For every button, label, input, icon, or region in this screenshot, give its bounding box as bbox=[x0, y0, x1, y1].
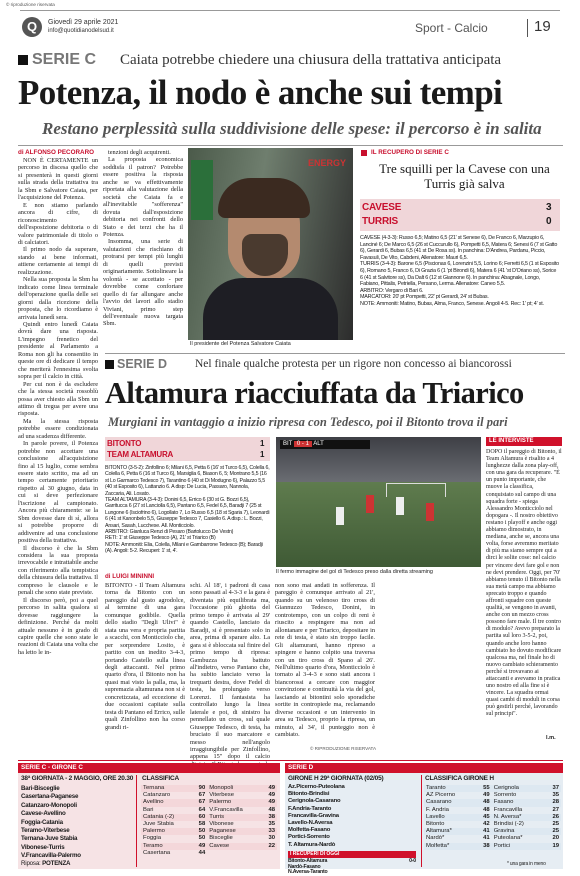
tabellino-line: TEAM ALTAMURA (3-4-3): Donini 6,5, Errico 6 (30 st G. Bozzi 6,5), Garritucca 6 (27 st Lanciolla 6,5), Pantano 6,5, Fedel 6,5, Baradji 7 (25 st Lungone 6 (Isciofrino 6), Logollato 7, Lo Russo 6,5 (18 st Sgaria 7), Leonardi 6 (41 st Kanonbelo 5,5, Giuseppe Tedesco 7, Casiello 6. A disp.: L. Bozzi, Ansari, Sasah, Lucchese. All. Monticciolo. bbox=[105, 497, 270, 529]
rest-label: Riposa: bbox=[21, 860, 41, 867]
team-points: 58 bbox=[198, 821, 206, 828]
team-points: 60 bbox=[192, 814, 207, 821]
serie-d-standfirst: Murgiani in vantaggio a inizio ripresa con Tedesco, poi il Bitonto trova il pari bbox=[108, 415, 508, 429]
serie-d-column-3: non sono mai andati in sofferenza. Il pareggio è comunque arrivato al 21', quando su un velenoso tiro cross di Giannuzzo Tedesco, Donini, in controtempo, con un colpo di reni è riuscito a respingere ma non ad allontanare e per Triarico, depositare in rete di testa, è stato sin troppo facile. Gli altamurani, hanno ripreso a spingere e hanno colpito una traversa con un tiro cross di Spano al 26'. Nell'ultimo quarto d'ora, Monticciolo è tornato al 3-4-3 e sono stati ancora i biancorossi a cercare con maggior convinzione e continuità la via del gol, lasciando ai bitontini solo sporadiche sortite in contropiede ma, reclamando diverse occasioni e un intervento in area su Tedesco, proprio la ripresa, un minuto, al 34', il punteggio non è cambiato. bbox=[275, 582, 375, 739]
kicker-square-icon bbox=[361, 150, 367, 156]
match-item: Bitonto-Brindisi bbox=[288, 791, 330, 798]
away-team: TURRIS bbox=[362, 216, 399, 227]
serie-d-standings bbox=[285, 763, 563, 876]
serie-c-matches bbox=[21, 785, 133, 861]
recupero-box bbox=[360, 149, 560, 349]
match-item: Cerignola-Casarano bbox=[288, 798, 341, 805]
match-item: Molfetta-Fasano bbox=[288, 827, 331, 834]
table-row bbox=[141, 792, 277, 799]
team-points: 25 bbox=[545, 828, 561, 835]
serie-c-table bbox=[141, 785, 277, 857]
serie-d-tabellino bbox=[105, 465, 270, 570]
team-points: 48 bbox=[268, 806, 275, 813]
match-item: Casertana-Paganese bbox=[21, 793, 79, 801]
team-name: Catanzaro bbox=[143, 792, 171, 799]
team-name: Cerignola bbox=[492, 785, 545, 792]
table-row bbox=[424, 835, 561, 842]
match-item: Ternana-Juve Stabia bbox=[21, 835, 78, 843]
match-item: Francavilla-Gravina bbox=[288, 812, 339, 819]
team-points: 33 bbox=[262, 828, 277, 835]
team-points: 44 bbox=[198, 849, 206, 856]
team-name: Juve Stabia bbox=[143, 821, 174, 828]
match-item: Teramo-Viterbese bbox=[21, 827, 70, 835]
interviews-text: DOPO il pareggio di Bitonto, il Team Altamura è risalito a 4 lunghezze dalla zona play-off, con una gara da recuperare. "È un punto importante, che muove la classifica, conquistato sul campo di una squadra forte - spiega Alessandro Monticciolo nel dopogara -. Il nostro obiettivo restano i playoff e anche oggi abbiamo dimostrato, in mediana, anche se, ancora una volta, forse avremmo meritato di più ma siamo sempre qui a dirci le solite cose: nel calcio per vincere devi fare gol e non ne devi prendere. Oggi, per 70' abbiamo tenuto il Bitonto nella sua metà campo ma abbiamo sprecato troppo e quando affronti squadre con queste qualità, se vengono in avanti, anche con un mezzo cross possono fare male. Il tre contro di modulo? Avevo preparato la partita sul loro 3-5-2, poi, quando anche loro hanno cambiato ho dovuto modificare qualcosa ma, nel finale ho di nuovo cambiato schieramento perché si trovavano ai attaccanti e avevamo in pratica uno nostro ed alla fine si è vincere. La squadra ormai quasi cambi di moduli in corsa può gestirli perché, lavorando sul principi". bbox=[486, 449, 562, 718]
team-name: Sorrento bbox=[493, 792, 517, 799]
team-points: 48 bbox=[483, 806, 490, 813]
table-row bbox=[141, 799, 277, 806]
issue-date: Giovedì 29 aprile 2021 bbox=[48, 19, 119, 26]
serie-d-table-header: SERIE D bbox=[288, 764, 314, 771]
team-name: Bisceglie bbox=[209, 835, 233, 842]
home-team: CAVESE bbox=[362, 202, 402, 213]
article-kicker-row bbox=[18, 50, 563, 70]
match-item: Bari-Bisceglie bbox=[21, 785, 60, 792]
team-name: Palermo bbox=[141, 828, 192, 835]
serie-c-title: SERIE C - GIRONE C bbox=[21, 764, 83, 771]
paragraph: Per cui non è da escludere che la stessa società rossoblù possa aver chiesto alla Sbm un attimo di tregua per avere una risposta. bbox=[18, 380, 98, 418]
table-row bbox=[141, 807, 277, 814]
team-name: Puteolana* bbox=[493, 835, 523, 842]
reserved-notice: © RIPRODUZIONE RISERVATA bbox=[310, 746, 377, 751]
recovery-match: Nardò-Fasano bbox=[288, 863, 321, 870]
table-row bbox=[424, 814, 561, 821]
table-row bbox=[141, 835, 277, 842]
section-name: Sport - Calcio bbox=[415, 21, 488, 35]
match-item: Portici-Sorrento bbox=[288, 834, 330, 841]
copyright-notice: © riproduzione riservata bbox=[6, 2, 55, 7]
team-points: 35 bbox=[268, 821, 275, 828]
team-name: Fasano bbox=[492, 799, 545, 806]
match-item: Catanzaro-Monopoli bbox=[21, 801, 77, 809]
team-name: Casertana bbox=[143, 849, 171, 856]
team-name: Taranto bbox=[424, 785, 475, 792]
tabellino-line: MARCATORI: 20' pt Pompetti, 22' pt Gerardi, 24' st Bubas. bbox=[360, 294, 489, 301]
top-bar bbox=[20, 10, 580, 42]
team-points: 67 bbox=[198, 792, 206, 799]
match-item: Cavese-Avellino bbox=[21, 810, 66, 818]
team-points: 35 bbox=[552, 792, 559, 799]
paragraph: Nella sua proposta la Sbm ha indicato come linea terminale dell'operazione quella delle sei giorni dalla ricezione della proposta, che lo ricordiamo è arrivata lunedì sera. bbox=[18, 276, 98, 321]
article-column-2 bbox=[103, 149, 183, 329]
tabellino-line: NOTE: Ammoniti: Matino, Bubas, Alma, Franco, Senese. Angoli 4-5. Rec: 1' pt; 4' st. bbox=[360, 300, 544, 307]
team-name: Foggia bbox=[143, 835, 162, 842]
contact-email: info@quotidianodelsud.it bbox=[48, 28, 114, 34]
overlay-score: 0 - 1 bbox=[294, 441, 312, 447]
team-points: 27 bbox=[552, 806, 559, 813]
team-name bbox=[207, 850, 261, 857]
recovery-match: N.Aversa-Taranto bbox=[288, 869, 328, 876]
team-name: V.Francavilla bbox=[209, 806, 243, 813]
team-name: Ternana bbox=[141, 785, 192, 792]
table-row bbox=[141, 814, 277, 821]
tabellino-line: RETI: 1' st Giuseppe Tedesco (A), 21' st Triarico (B) bbox=[105, 535, 216, 542]
kicker-square-icon bbox=[18, 55, 28, 65]
team-name: Vibonese bbox=[209, 821, 234, 828]
team-name: Avellino bbox=[141, 799, 192, 806]
team-name: AZ Picerno bbox=[426, 792, 456, 799]
team-points: 64 bbox=[198, 806, 206, 813]
team-name: Portici bbox=[492, 843, 545, 850]
team-name: F. Andria bbox=[426, 806, 449, 813]
team-name: N. Aversa* bbox=[492, 814, 545, 821]
interviews-box bbox=[486, 437, 562, 753]
interviews-signature: l.m. bbox=[546, 735, 556, 741]
team-name: Altamura* bbox=[424, 828, 475, 835]
team-points: 45 bbox=[475, 814, 491, 821]
team-points: 38 bbox=[475, 843, 491, 850]
main-headline: Potenza, il nodo è anche sui tempi bbox=[18, 73, 503, 112]
serie-d-overline: Nel finale qualche protesta per un rigore non concesso ai biancorossi bbox=[195, 358, 512, 370]
rest-team: POTENZA bbox=[42, 860, 71, 867]
serie-d-kicker: SERIE D bbox=[117, 357, 168, 371]
team-name: Viterbese bbox=[209, 792, 235, 799]
match-item: Foggia-Catania bbox=[21, 818, 63, 826]
away-team: TEAM ALTAMURA bbox=[107, 450, 174, 459]
tabellino-line: CAVESE (4-3-3): Russo 6,5; Matino 6,5 (21' st Senese 6), De Franco 6, Marzupio 6, Lanciné 6; De Marco 6,5 (26 st Cuccurullo 6), Pompetti 6,5, Matera 6; Senesi 6 (7 st Gatto 6), Gerardi 6, Bubas 6,5 (41 st De Rosa ss). In panchina: D'Andrea, Pardanu, Piccio, Favasuli, De Vito, Cabdeni, Allenatore: Mauri 6,5. bbox=[360, 235, 558, 261]
caiata-photo bbox=[188, 148, 353, 340]
recoveries-list bbox=[288, 859, 416, 876]
team-name: Paganese bbox=[207, 828, 261, 835]
match-item: V.Francavilla-Palermo bbox=[21, 852, 81, 860]
team-points: 20 bbox=[552, 835, 559, 842]
match-item: Az.Picerno-Puteolana bbox=[288, 784, 345, 790]
standfirst: Restano perplessità sulla suddivisione delle spese: il percorso è in salita bbox=[42, 119, 542, 138]
table-row bbox=[141, 821, 277, 828]
team-name: Casarano bbox=[424, 799, 475, 806]
team-points: 49 bbox=[483, 792, 490, 799]
newspaper-logo: Q bbox=[22, 17, 42, 37]
paragraph: Ma la stessa risposta potrebbe essere condizionata ad una scadenza differente. bbox=[18, 417, 98, 440]
tabellino-line: TURRIS (3-4-3): Barone 6,5 (Piscionas 6, Lorenzini 5,5, Lorino 6; Ferretti 6,5 (1 st Esposito 6), Romano 5, Franco 6, Di Grazia 6 (1 'pt Birondi 6), Matera 6 (41 'st D'Oriano ss), Sorice 6 (41 st Salvitore ss), Da Dalt 6 (12 st Giannone 6). In panchina: Abagnale, Longo, Fabiano, Pittalis, Petriella, Persano, Lerma. Allenatore: Caneo 5,5. bbox=[360, 261, 559, 288]
table-row bbox=[424, 799, 561, 806]
home-team: BITONTO bbox=[107, 439, 142, 448]
team-points: 49 bbox=[192, 843, 207, 850]
team-points: 37 bbox=[545, 785, 561, 792]
match-item: Vibonese-Turris bbox=[21, 843, 65, 851]
tabellino-line: NOTE: Ammoniti: Elia, Colella, Milani e Gambarrone Tedesco (B); Baradji (A). Angoli: 5-2. Recuperi: 1' st, 4'. bbox=[105, 541, 263, 555]
table-row bbox=[424, 785, 561, 792]
team-name: Francavilla bbox=[493, 806, 523, 813]
team-name: Bari bbox=[143, 806, 154, 813]
serie-c-standings bbox=[18, 763, 280, 869]
serie-d-footnote: * una gara in meno bbox=[507, 861, 546, 867]
recupero-scoreboard bbox=[360, 199, 560, 231]
team-name: Gravina bbox=[492, 828, 545, 835]
team-name: Cavese bbox=[207, 843, 261, 850]
table-row bbox=[141, 828, 277, 835]
match-photo bbox=[276, 437, 481, 567]
table-row bbox=[424, 792, 561, 799]
team-points: 49 bbox=[262, 799, 277, 806]
team-name: Catania (-2) bbox=[141, 814, 192, 821]
paragraph: NON È CERTAMENTE un percorso in discesa quello che si presenterà in questi giorni sulla strada della trattativa tra la Sbm e Salvatore Caiata, per l'acquisizione del Potenza. bbox=[18, 157, 98, 202]
kicker-square-icon bbox=[105, 360, 114, 369]
team-name: Turris bbox=[207, 814, 261, 821]
team-points: 55 bbox=[475, 785, 491, 792]
match-item: F.Andria-Taranto bbox=[288, 805, 332, 812]
team-points: 90 bbox=[192, 785, 207, 792]
team-points: 19 bbox=[545, 843, 561, 850]
serie-d-round: GIRONE H 29ª GIORNATA (02/05) bbox=[288, 775, 384, 782]
team-name: Molfetta* bbox=[424, 843, 475, 850]
match-item: T. Altamura-Nardò bbox=[288, 841, 336, 848]
paragraph: Insomma, una serie di valutazioni che rischiano di protrarsi per tempi più lunghi di quelli previsti originariamente. Sottolineare la volontà - se accettato - per dovrebbe come confortare quello di far allungare anche l'avvio dei lavori allo stadio Viviani, primo step dell'eventuale nuova targata Sbm. bbox=[103, 238, 183, 328]
team-points: 22 bbox=[262, 843, 277, 850]
tabellino-line: ARBITRO: Vergaro di Bari 6. bbox=[360, 287, 424, 294]
team-name: Palermo bbox=[207, 799, 261, 806]
tabellino-line: ARBITRO: Gianluca Renzi di Pesaro (Bartolucco De Vestn) bbox=[105, 529, 234, 536]
recupero-kicker: IL RECUPERO DI SERIE C bbox=[371, 149, 449, 156]
team-name: Monopoli bbox=[207, 785, 261, 792]
serie-d-headline: Altamura riacciuffata da Triarico bbox=[105, 376, 524, 410]
recovery-match: Bitonto-Altamura bbox=[288, 858, 328, 864]
team-points: 67 bbox=[192, 799, 207, 806]
match-photo-caption: Il fermo immagine del gol di Tedesco preso dalla diretta streaming bbox=[276, 569, 433, 575]
serie-d-table bbox=[424, 785, 561, 850]
sponsor-text: ENERGY bbox=[308, 158, 347, 168]
team-points: 41 bbox=[483, 835, 490, 842]
team-points: 49 bbox=[262, 785, 277, 792]
team-points: 41 bbox=[475, 828, 491, 835]
interviews-kicker: LE INTERVISTE bbox=[489, 438, 534, 444]
photo-caption: Il presidente del Potenza Salvatore Caiata bbox=[190, 341, 291, 347]
recovery-row bbox=[288, 870, 416, 876]
paragraph: Quindi entro lunedì Caiata dovrà dare una risposta. L'impegno frenetico del presidente al Parlamento a Roma non gli ha consentito in queste ore di dedicare il tempo che meriterà l'ennesima svolta sopra per il calcio in città. bbox=[18, 320, 98, 381]
team-points: 42 bbox=[483, 821, 490, 828]
team-points: 38 bbox=[262, 814, 277, 821]
recovery-score: 0-0 bbox=[409, 858, 416, 864]
team-points: 49 bbox=[268, 792, 275, 799]
recupero-headline: Tre squilli per la Cavese con una Turris già salva bbox=[379, 161, 550, 191]
serie-c-round: 38ª GIORNATA - 2 MAGGIO, ORE 20.30 bbox=[21, 775, 134, 782]
kicker-label: SERIE C bbox=[32, 51, 97, 68]
paragraph: tenzioni degli acquirenti. bbox=[108, 149, 171, 156]
overlay-right-team: ALT bbox=[313, 441, 324, 447]
serie-c-rest bbox=[21, 860, 70, 867]
tabellino-line: BITONTO (3-5-2): Zinfollino 6; Milani 6,5, Petta 6 (16' st Turco 6,5), Colella 6, Colella 6, Petta 6 (16 st Turco 6), Marsiglia 6, Biason 6, 5; Montrano 5,5 (16 st Lo Garmarco Tedesco 7), Tarantino 6 (40 st Di Modugno 6), Palazzo 5,5 (40 st Esposito 6), Lattanzio 6. A disp: De Lucia, Passaro, Nannola, Zaccaria, Ali. Losato. bbox=[105, 465, 270, 497]
home-score: 1 bbox=[260, 439, 265, 448]
page-number: 19 bbox=[534, 18, 551, 35]
match-item: Lavello-N.Aversa bbox=[288, 820, 333, 827]
overlay-left-team: BIT bbox=[283, 441, 293, 447]
byline: di ALFONSO PECORARO bbox=[18, 149, 95, 156]
home-score: 3 bbox=[546, 202, 552, 213]
table-row bbox=[424, 807, 561, 814]
team-points: 28 bbox=[545, 799, 561, 806]
team-name: Lavello bbox=[424, 814, 475, 821]
paragraph: Il primo nodo da superare, stando ai bene informati, attiene certamente ai tempi di realizzazione. bbox=[18, 246, 98, 276]
table-row bbox=[424, 843, 561, 850]
paragraph: Il discorso però, poi a quel percorso in salita qualora si dovesse raggiungere la definizione. Perché da molti attuale nessuno è in grado di capire quelle che sono state le reazioni di Caiata una volta che ha letto le in- bbox=[18, 596, 98, 656]
team-name: Brindisi (-2) bbox=[493, 821, 524, 828]
serie-d-byline: di LUIGI MININNI bbox=[105, 573, 155, 580]
serie-d-matches bbox=[288, 784, 418, 849]
team-points: 26 bbox=[545, 814, 561, 821]
recoveries-title: I RECUPERI DI OGGI bbox=[290, 851, 340, 857]
paragraph: In parole povere, il Potenza potrebbe non accettare una conclusione all'acquisizione fino al 15 luglio, come sembra essere stato scritto, ma ad un tempo certamente prioritario rispetto al 30 giugno, data in cui si deve perfezionare l'iscrizione al campionato. Ancora più chiaramente: se la Sbm dovesse dare di sì, allora si potrebbe proporre di addivenire ad una conclusione positiva della trattativa. bbox=[18, 440, 98, 545]
article-column-1 bbox=[18, 157, 98, 656]
serie-d-column-1: BITONTO - Il Team Altamura torna da Bitonto con un pareggio dal gusto agrodolce, al termine di una gara comunque godibile. Quella dello stadio "Degli Ulivi" è stata una vera e propria partita a scacchi, con Monticciolo che, per sorprendere Losito, è partito con un inedito 3-4-3, portando Castello sulla linea degli attaccanti. Nel primo quarto d'ora, il Bitonto non ha quasi mai visto la palla, ma, la supremazia altamurana non si è concretizzata, ad eccezione di due occasioni capitate sulla testa di Pantano ed Errico, sulle quali Zinfollino non ha corso grandi ri- bbox=[105, 582, 185, 731]
paragraph: Il discorso è che la Sbm considera la sua proposta irrevocabile e intrattabile anche con riferimento alla tempistica della chiusura della trattativa. Il compreso le clausole e le penali che sono state previste. bbox=[18, 544, 98, 597]
serie-d-kicker-row bbox=[105, 356, 565, 374]
recupero-tabellino bbox=[360, 235, 560, 308]
paragraph: La proposta economica soddisfa il patron? Potrebbe essere positiva la risposta anche se va effettivamente riportata alla valutazione della società che Caiata fa e all'inevitabile "sofferenza" dovuta dall'esposizione debitoria nei confronti dello Stato e dei terzi che ha il Potenza. bbox=[103, 156, 183, 238]
team-name: Bitonto bbox=[426, 821, 445, 828]
table-row bbox=[141, 850, 277, 857]
serie-d-column-2: schi. Al 18', i padroni di casa sono passati al 4-3-3 e la gara è diventata più equilibrata ma, l'occasione più ghiotta del primo tempo è arrivata al 29' quando Castello, lanciato da Baradji, si è presentato solo in area, prima di sparare alto. La gara si è sbloccata sul finire del primo tempo di ripresa: Gambuzza ha battuto all'indietro, verso Pantano che, ha subito lanciato verso la trequarti destra, dove Fedel di testa, ha prolungato verso Lorenzi. Il fantasista ha controllato lungo la linea laterale e poi, di sinistro ha pennellato un cross, sul quale Giuseppe Tedesco, di testa, ha bruciato il suo marcatore e messo nell'angolo irraggiungibile per Zinfollino, appena 15'' dopo il calcio bbox=[190, 582, 270, 761]
score-overlay bbox=[280, 440, 370, 449]
table-row bbox=[424, 828, 561, 835]
table-row bbox=[141, 785, 277, 792]
team-points: 50 bbox=[198, 835, 206, 842]
team-points bbox=[262, 850, 277, 857]
team-name: Teramo bbox=[141, 843, 192, 850]
table-row bbox=[424, 821, 561, 828]
serie-d-table-title: CLASSIFICA GIRONE H bbox=[425, 775, 494, 782]
away-score: 0 bbox=[546, 216, 552, 227]
away-score: 1 bbox=[260, 450, 265, 459]
team-name: Nardò* bbox=[426, 835, 445, 842]
serie-d-scoreboard bbox=[105, 437, 270, 461]
serie-c-table-title: CLASSIFICA bbox=[142, 775, 180, 782]
table-row bbox=[141, 843, 277, 850]
team-points: 48 bbox=[475, 799, 491, 806]
team-points: 25 bbox=[552, 821, 559, 828]
team-points: 30 bbox=[268, 835, 275, 842]
paragraph: E non stiamo parlando ancora di cifre, di riconoscimento dell'esposizione debitoria o di valore patrimoniale di titolo o di calciatori. bbox=[18, 201, 98, 246]
overline: Caiata potrebbe chiedere una chiusura della trattativa anticipata bbox=[120, 52, 502, 68]
team-points: 50 bbox=[192, 828, 207, 835]
